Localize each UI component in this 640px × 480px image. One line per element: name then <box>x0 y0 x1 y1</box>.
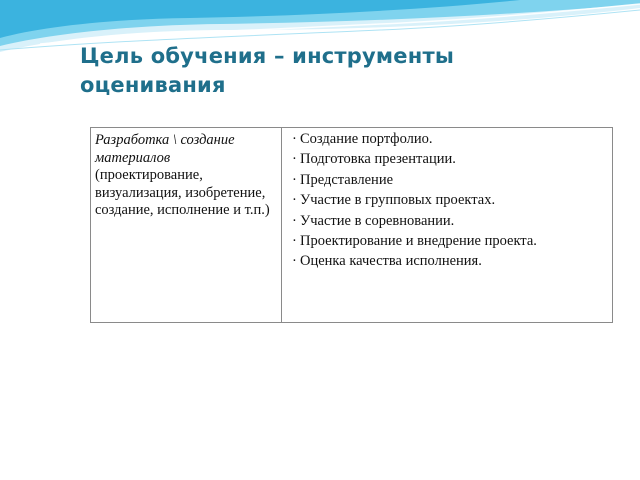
bullet-icon: · <box>292 212 297 229</box>
bullet-icon: · <box>292 232 297 249</box>
list-item: · Подготовка презентации. <box>292 151 456 168</box>
materials-description: (проектирование, визуализация, изобретение, создание, исполнение и т.п.) <box>95 167 270 218</box>
assessment-tools-list <box>292 131 604 271</box>
assessment-tools-cell <box>282 128 613 323</box>
list-item: · Участие в соревновании. <box>292 212 455 229</box>
list-item: · Проектирование и внедрение проекта. <box>292 232 537 249</box>
list-item: · Представление <box>292 171 394 188</box>
assessment-table <box>90 127 613 323</box>
list-item: · Оценка качества исполнения. <box>292 253 482 270</box>
list-item: · Участие в групповых проектах. <box>292 192 496 209</box>
bullet-icon: · <box>292 131 297 147</box>
list-item: · Создание портфолио. <box>292 131 433 147</box>
bullet-icon: · <box>292 253 297 270</box>
materials-heading: Разработка \ создание материалов <box>95 132 235 166</box>
bullet-icon: · <box>292 192 297 209</box>
materials-cell <box>91 128 282 323</box>
slide-title: Цель обучения – инструменты оценивания <box>80 44 455 97</box>
table-row <box>91 128 613 323</box>
bullet-icon: · <box>292 151 297 168</box>
bullet-icon: · <box>292 171 297 188</box>
